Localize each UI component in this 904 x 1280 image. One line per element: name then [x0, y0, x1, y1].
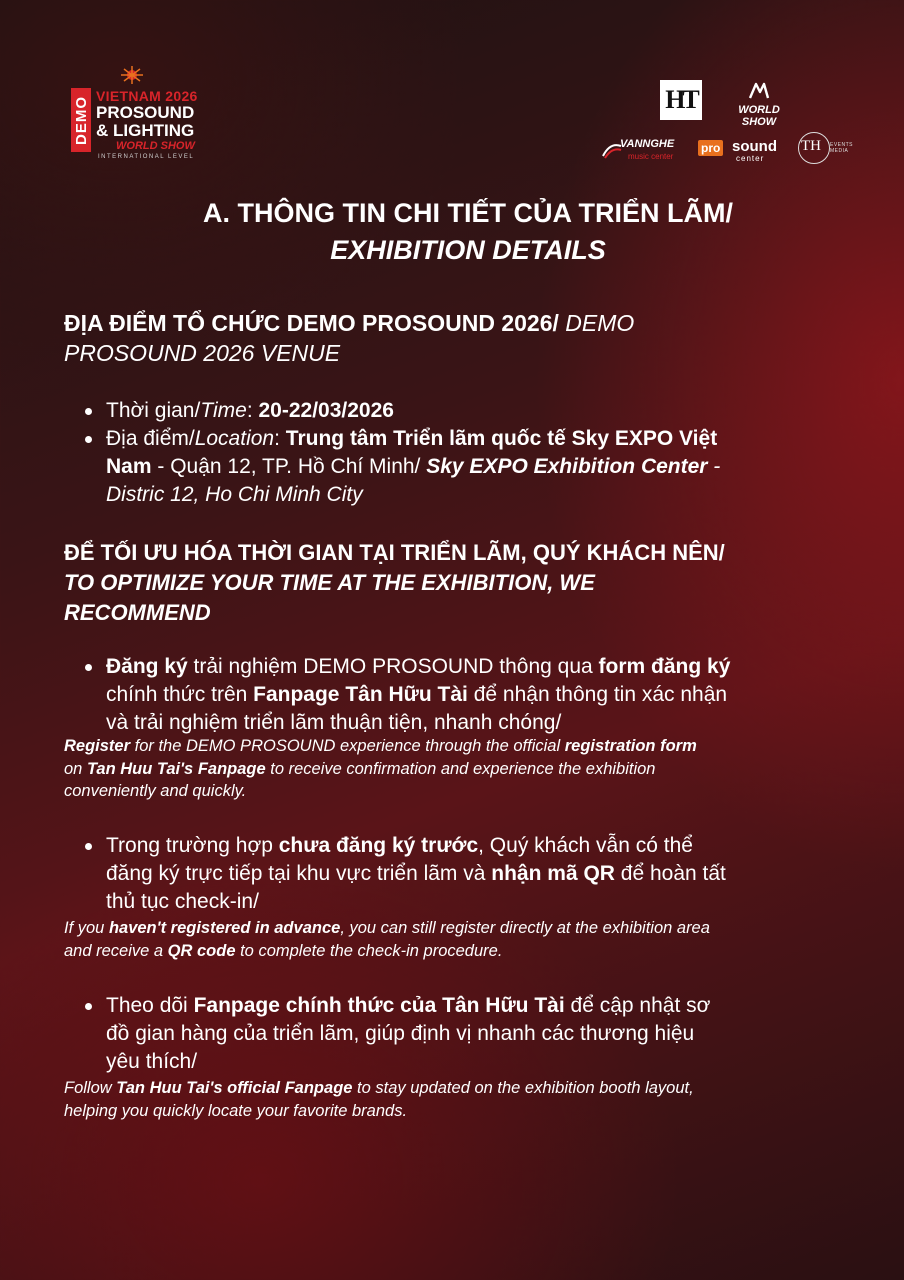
title-vi: A. THÔNG TIN CHI TIẾT CỦA TRIỂN LÃM/ — [203, 198, 733, 228]
demo-prosound-logo — [66, 66, 202, 164]
prosound-sound: sound — [732, 138, 777, 155]
logo-line-international: INTERNATIONAL LEVEL — [98, 154, 195, 160]
world-show-text: WORLD SHOW — [738, 104, 780, 128]
prosound-center: center — [736, 154, 765, 163]
th-sub: EVENTS MEDIA — [830, 142, 854, 154]
ht-logo: HT — [660, 80, 702, 120]
demo-badge: DEMO — [71, 88, 91, 152]
recommend-heading: ĐỂ TỐI ƯU HÓA THỜI GIAN TẠI TRIỂN LÃM, QUÝ KHÁCH NÊN/ TO OPTIMIZE YOUR TIME AT THE EXHIBITION, WE RECOMMEND — [64, 540, 725, 625]
world-show-logo — [722, 80, 796, 128]
spark-icon — [121, 66, 143, 84]
vannghe-name: VANNGHE — [620, 138, 675, 150]
logo-line-vietnam: VIETNAM 2026 — [96, 88, 198, 104]
page-title — [0, 195, 904, 269]
recommend-item-onsite-en: If you haven't registered in advance, you can still register directly at the exhibition area and receive a QR code to complete the check-in procedure. — [64, 919, 710, 960]
th-events-media-logo — [798, 132, 854, 166]
prosound-pro-badge: pro — [698, 140, 723, 156]
prosound-center-logo — [698, 138, 778, 164]
recommend-item-follow: Theo dõi Fanpage chính thức của Tân Hữu Tài để cập nhật sơ đồ gian hàng của triển lãm, giúp định vị nhanh các thương hiệu yêu thích/ — [106, 992, 846, 1076]
recommend-item-register: Đăng ký trải nghiệm DEMO PROSOUND thông qua form đăng ký chính thức trên Fanpage Tân Hữu Tài để nhận thông tin xác nhận và trải nghiệm triển lãm thuận tiện, nhanh chóng/ — [106, 653, 846, 737]
venue-location-item: Địa điểm/Location: Trung tâm Triển lãm quốc tế Sky EXPO Việt Nam - Quận 12, TP. Hồ Chí Minh/ Sky EXPO Exhibition Center - Distric 12, Ho Chi Minh City — [106, 425, 846, 509]
th-mark: TH — [801, 138, 821, 154]
logo-line-worldshow: WORLD SHOW — [116, 140, 195, 152]
title-en: EXHIBITION DETAILS — [330, 235, 606, 265]
recommend-item-follow-en: Follow Tan Huu Tai's official Fanpage to stay updated on the exhibition booth layout, helping you quickly locate your favorite brands. — [64, 1079, 694, 1120]
vannghe-logo — [602, 138, 684, 164]
world-show-mark-icon — [746, 80, 772, 102]
venue-time-item: Thời gian/Time: 20-22/03/2026 — [106, 397, 846, 425]
logo-line-lighting: & LIGHTING — [96, 121, 195, 140]
recommend-item-onsite: Trong trường hợp chưa đăng ký trước, Quý khách vẫn có thể đăng ký trực tiếp tại khu vực triển lãm và nhận mã QR để hoàn tất thủ tục check-in/ — [106, 832, 846, 916]
swoosh-icon — [602, 140, 622, 160]
venue-heading: ĐỊA ĐIỂM TỔ CHỨC DEMO PROSOUND 2026/ DEMO PROSOUND 2026 VENUE — [64, 310, 635, 366]
logo-line-prosound: PROSOUND — [96, 103, 195, 122]
vannghe-sub: music center — [628, 152, 674, 161]
recommend-item-register-en: Register for the DEMO PROSOUND experience through the official registration form on Tan Huu Tai's Fanpage to receive confirmation and experience the exhibition conveniently and quickly. — [64, 737, 697, 800]
